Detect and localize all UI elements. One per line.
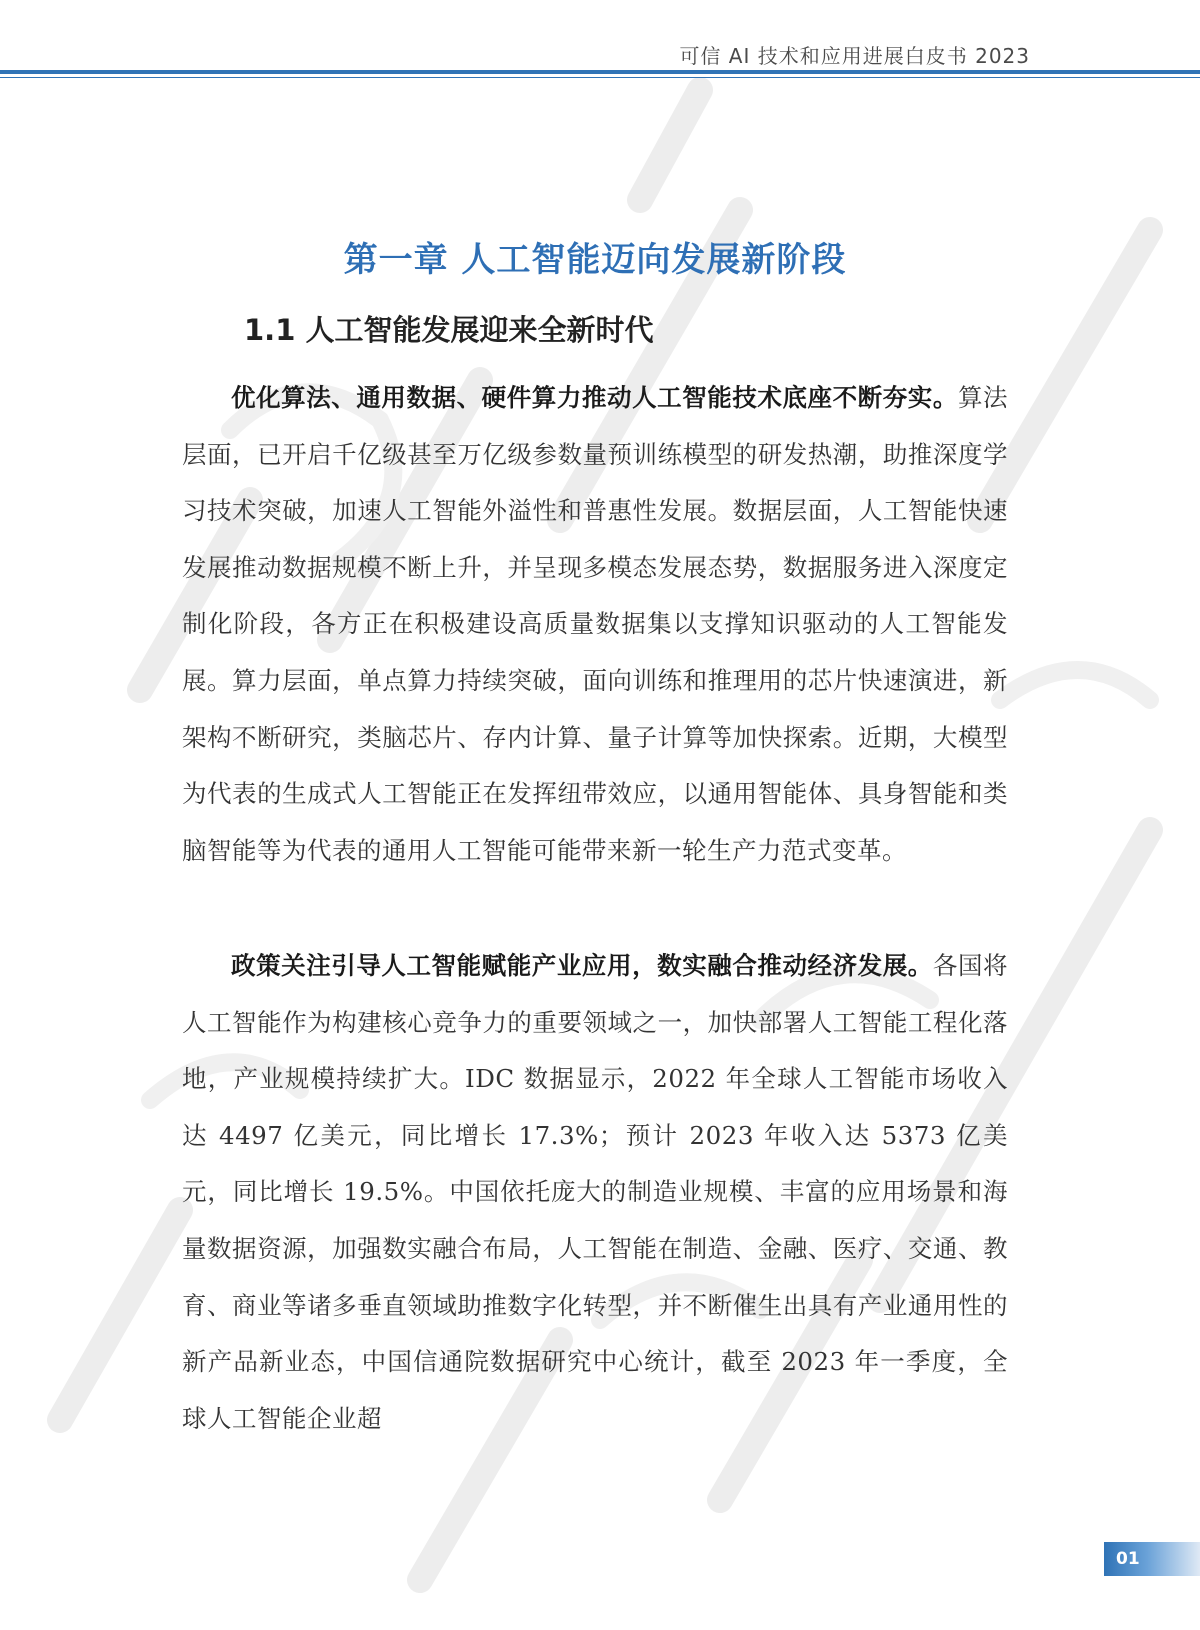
watermark-stroke (640, 90, 700, 200)
body-paragraph (182, 370, 1008, 879)
page-number: 01 (1116, 1549, 1140, 1569)
chapter-title: 第一章 人工智能迈向发展新阶段 (343, 240, 847, 280)
body-paragraph (182, 938, 1008, 1447)
paragraph-body: 算法层面，已开启千亿级甚至万亿级参数量预训练模型的研发热潮，助推深度学习技术突破，加速人工智能外溢性和普惠性发展。数据层面，人工智能快速发展推动数据规模不断上升，并呈现多模态发展态势，数据服务进入深度定制化阶段，各方正在积极建设高质量数据集以支撑知识驱动的人工智能发展。算力层面，单点算力持续突破，面向训练和推理用的芯片快速演进，新架构不断研究，类脑芯片、存内计算、量子计算等加快探索。近期，大模型为代表的生成式人工智能正在发挥纽带效应，以通用智能体、具身智能和类脑智能等为代表的通用人工智能可能带来新一轮生产力范式变革。 (182, 383, 1009, 865)
paragraph-lead: 优化算法、通用数据、硬件算力推动人工智能技术底座不断夯实。 (231, 383, 958, 412)
header-rule-thin (0, 77, 1200, 78)
watermark-stroke (60, 1210, 180, 1420)
header-rule-thick (0, 70, 1200, 74)
header-rule (0, 70, 1200, 80)
watermark-stroke (1000, 670, 1150, 700)
paragraph-body: 各国将人工智能作为构建核心竞争力的重要领域之一，加快部署人工智能工程化落地，产业规模持续扩大。IDC 数据显示，2022 年全球人工智能市场收入达 4497 亿美元，同比增长 17.3%；预计 2023 年收入达 5373 亿美元，同比增长 19.5%。中国依托庞大的制造业规模、丰富的应用场景和海量数据资源，加强数实融合布局，人工智能在制造、金融、医疗、交通、教育、商业等诸多垂直领域助推数字化转型，并不断催生出具有产业通用性的新产品新业态，中国信通院数据研究中心统计，截至 2023 年一季度，全球人工智能企业超 (182, 951, 1009, 1433)
section-title: 1.1 人工智能发展迎来全新时代 (244, 313, 654, 347)
paragraph-lead: 政策关注引导人工智能赋能产业应用，数实融合推动经济发展。 (231, 951, 933, 980)
page-number-tab (1104, 1542, 1200, 1576)
running-header-title: 可信 AI 技术和应用进展白皮书 2023 (679, 44, 1030, 68)
